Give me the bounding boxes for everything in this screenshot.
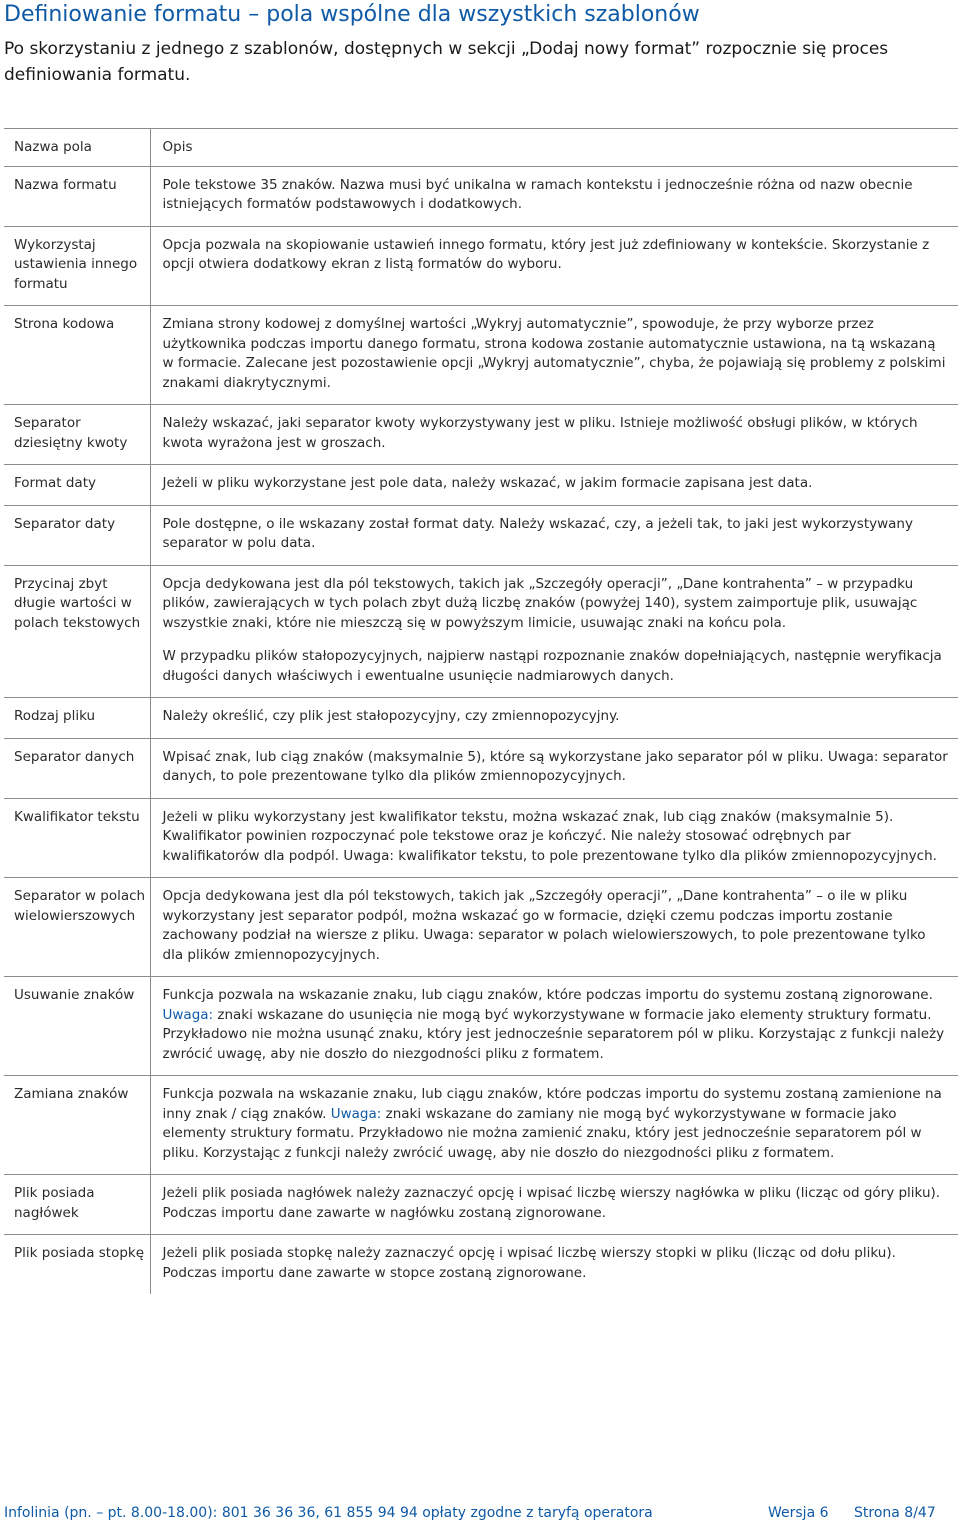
field-name: Separator daty bbox=[4, 505, 150, 565]
table-row bbox=[4, 977, 958, 1076]
table-row bbox=[4, 226, 958, 306]
field-name: Format daty bbox=[4, 465, 150, 506]
table-row bbox=[4, 505, 958, 565]
field-name: Zamiana znaków bbox=[4, 1076, 150, 1175]
description-text bbox=[163, 986, 951, 1064]
page-number: Strona 8/47 bbox=[854, 1505, 936, 1521]
description-text bbox=[163, 1085, 951, 1163]
description-text: Jeżeli w pliku wykorzystany jest kwalifikator tekstu, można wskazać znak, lub ciąg znaków (maksymalnie 5). Kwalifikator powinien rozpoczynać pole tekstowe oraz je kończyć. Nie należy stosować odrębnych par kwalifikatorów dla podpól. Uwaga: kwalifikator tekstu, to pole prezentowane tylko dla plików zmiennopozycyjnych. bbox=[162, 808, 937, 864]
description-text: Opcja pozwala na skopiowanie ustawień innego formatu, który jest już zdefiniowany w kontekście. Skorzystanie z opcji otwiera dodatkowy ekran z listą formatów do wyboru. bbox=[162, 236, 930, 272]
field-description bbox=[150, 1235, 958, 1295]
field-description bbox=[150, 465, 958, 506]
field-description bbox=[150, 798, 958, 878]
page-footer bbox=[4, 1505, 944, 1527]
table-row bbox=[4, 698, 958, 739]
field-description bbox=[150, 878, 958, 977]
field-description bbox=[150, 698, 958, 739]
field-name: Plik posiada stopkę bbox=[4, 1235, 150, 1295]
field-description bbox=[150, 738, 958, 798]
field-name: Przycinaj zbyt długie wartości w polach tekstowych bbox=[4, 565, 150, 698]
column-header-description: Opis bbox=[150, 129, 958, 167]
field-description bbox=[150, 565, 958, 698]
table-header-row bbox=[4, 129, 958, 167]
field-description bbox=[150, 977, 958, 1076]
description-text: Jeżeli w pliku wykorzystane jest pole data, należy wskazać, w jakim formacie zapisana jest data. bbox=[162, 475, 813, 491]
table-row bbox=[4, 798, 958, 878]
field-description bbox=[150, 306, 958, 405]
field-name: Nazwa formatu bbox=[4, 166, 150, 226]
field-name: Separator danych bbox=[4, 738, 150, 798]
warning-label: Uwaga: bbox=[330, 1105, 382, 1122]
description-text: Jeżeli plik posiada stopkę należy zaznaczyć opcję i wpisać liczbę wierszy stopki w pliku (licząc od dołu pliku). Podczas importu dane zawarte w stopce zostaną zignorowane. bbox=[162, 1245, 896, 1281]
table-row bbox=[4, 1235, 958, 1295]
intro-paragraph: Po skorzystaniu z jednego z szablonów, dostępnych w sekcji „Dodaj nowy format” rozpocznie się proces definiowania formatu. bbox=[4, 39, 889, 85]
document-version: Wersja 6 bbox=[768, 1505, 829, 1521]
page-title: Definiowanie formatu – pola wspólne dla wszystkich szablonów bbox=[4, 2, 700, 27]
description-text: Zmiana strony kodowej z domyślnej wartości „Wykryj automatycznie”, spowoduje, że przy wyborze przez użytkownika podczas importu danego formatu, strona kodowa zostanie automatycznie ustawiona, na tą wskazaną w formacie. Zalecane jest pozostawienie opcji „Wykryj automatycznie”, chyba, że pojawiają się problemy z polskimi znakami diakrytycznymi. bbox=[162, 316, 946, 391]
field-description bbox=[150, 226, 958, 306]
warning-label: Uwaga: bbox=[162, 1006, 214, 1023]
table-row bbox=[4, 1076, 958, 1175]
description-text-part: Funkcja pozwala na wskazanie znaku, lub ciągu znaków, które podczas importu do systemu zostaną zignorowane. bbox=[162, 987, 933, 1003]
field-name: Separator dziesiętny kwoty bbox=[4, 405, 150, 465]
field-description bbox=[150, 166, 958, 226]
field-name: Plik posiada nagłówek bbox=[4, 1175, 150, 1235]
hotline-info: Infolinia (pn. – pt. 8.00-18.00): 801 36 36 36, 61 855 94 94 opłaty zgodne z taryfą operatora bbox=[4, 1505, 653, 1521]
fields-table bbox=[4, 128, 958, 1294]
description-text: Należy określić, czy plik jest stałopozycyjny, czy zmiennopozycyjny. bbox=[162, 708, 620, 724]
table-row bbox=[4, 306, 958, 405]
table-row bbox=[4, 405, 958, 465]
field-description bbox=[150, 505, 958, 565]
field-description bbox=[150, 1076, 958, 1175]
field-name: Wykorzystaj ustawienia innego formatu bbox=[4, 226, 150, 306]
table-row bbox=[4, 878, 958, 977]
field-description bbox=[150, 405, 958, 465]
field-description bbox=[150, 1175, 958, 1235]
description-text: Należy wskazać, jaki separator kwoty wykorzystywany jest w pliku. Istnieje możliwość obsługi plików, w których kwota wyrażona jest w groszach. bbox=[162, 415, 918, 451]
description-text: Pole dostępne, o ile wskazany został format daty. Należy wskazać, czy, a jeżeli tak, to jaki jest wykorzystywany separator w polu data. bbox=[162, 515, 913, 551]
field-name: Rodzaj pliku bbox=[4, 698, 150, 739]
field-name: Kwalifikator tekstu bbox=[4, 798, 150, 878]
description-text: Wpisać znak, lub ciąg znaków (maksymalnie 5), które są wykorzystane jako separator pól w pliku. Uwaga: separator danych, to pole prezentowane tylko dla plików zmiennopozycyjnych. bbox=[162, 748, 948, 784]
table-row bbox=[4, 166, 958, 226]
field-name: Usuwanie znaków bbox=[4, 977, 150, 1076]
field-name: Separator w polach wielowierszowych bbox=[4, 878, 150, 977]
table-row bbox=[4, 738, 958, 798]
column-header-field: Nazwa pola bbox=[4, 129, 150, 167]
table-row bbox=[4, 565, 958, 698]
description-text-part: Funkcja pozwala na wskazanie znaku, lub ciągu znaków, które podczas importu do systemu zostaną zamienione na inny znak / ciąg znaków. bbox=[162, 1086, 942, 1122]
field-name: Strona kodowa bbox=[4, 306, 150, 405]
description-text-part: znaki wskazane do usunięcia nie mogą być wykorzystywane w formacie jako elementy struktury formatu. Przykładowo nie można usunąć znaku, który jest jednocześnie separatorem pól w pliku. Korzystając z funkcji należy zwrócić uwagę, aby nie doszło do niezgodności pliku z formatem. bbox=[162, 1006, 945, 1062]
description-text: Opcja dedykowana jest dla pól tekstowych, takich jak „Szczegóły operacji”, „Dane kontrahenta” – w przypadku plików, zawierających w tych polach zbyt dużą liczbę znaków (powyżej 140), system zaimportuje plik, usuwając wszystkie znaki, które nie mieszczą się w powyższym limicie, usuwając znaki na końcu pola. bbox=[162, 575, 918, 631]
description-text: Opcja dedykowana jest dla pól tekstowych, takich jak „Szczegóły operacji”, „Dane kontrahenta” – o ile w pliku wykorzystany jest separator podpól, można wskazać go w formacie, dzięki czemu podczas importu zostanie zachowany podział na wiersze z pliku. Uwaga: separator w polach wielowierszowych, to pole prezentowane tylko dla plików zmiennopozycyjnych. bbox=[162, 888, 926, 963]
description-text-part: znaki wskazane do zamiany nie mogą być wykorzystywane w formacie jako elementy struktury formatu. Przykładowo nie można zamienić znaku, który jest jednocześnie separatorem pól w pliku. Korzystając z funkcji należy zwrócić uwagę, aby nie doszło do niezgodności pliku z formatem. bbox=[162, 1105, 922, 1161]
description-text: W przypadku plików stałopozycyjnych, najpierw nastąpi rozpoznanie znaków dopełniających, następnie weryfikacja długości danych właściwych i ewentualne usunięcie nadmiarowych danych. bbox=[162, 648, 942, 684]
table-row bbox=[4, 465, 958, 506]
description-text: Jeżeli plik posiada nagłówek należy zaznaczyć opcję i wpisać liczbę wierszy nagłówka w pliku (licząc od góry pliku). Podczas importu dane zawarte w nagłówku zostaną zignorowane. bbox=[162, 1185, 941, 1221]
table-row bbox=[4, 1175, 958, 1235]
description-text: Pole tekstowe 35 znaków. Nazwa musi być unikalna w ramach kontekstu i jednocześnie różna od nazw obecnie istniejących formatów podstawowych i dodatkowych. bbox=[162, 176, 913, 212]
